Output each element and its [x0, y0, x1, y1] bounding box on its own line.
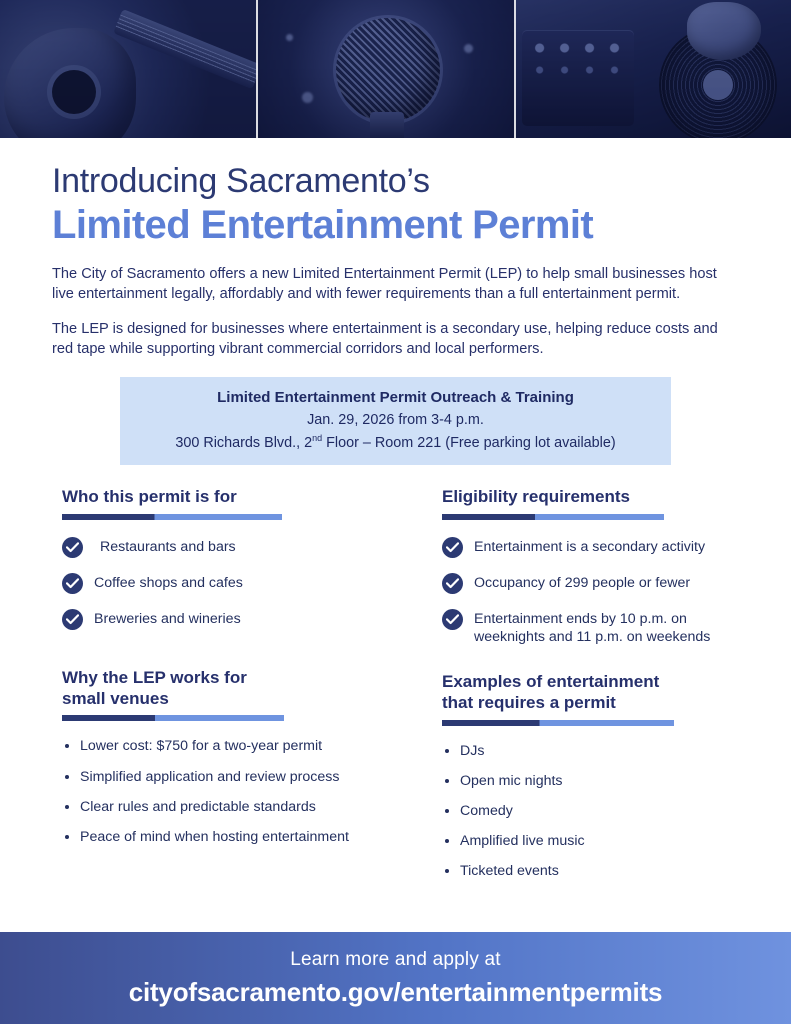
list-item: • Open mic nights — [460, 772, 739, 790]
check-icon — [442, 573, 463, 594]
column-left-top — [52, 487, 442, 896]
column-right-top — [442, 487, 739, 896]
hero-banner — [0, 0, 791, 138]
two-column-section-top — [52, 487, 739, 896]
why-section-rule — [62, 715, 284, 721]
list-item-label: Occupancy of 299 people or fewer — [474, 574, 691, 591]
microphone-photo — [258, 0, 516, 138]
list-item-label: Entertainment is a secondary activity — [474, 538, 706, 555]
list-item: • Clear rules and predictable standards — [80, 798, 442, 816]
event-datetime: Jan. 29, 2026 from 3-4 p.m. — [307, 411, 484, 428]
event-location-pre: 300 Richards Blvd., 2 — [175, 434, 313, 451]
check-icon — [62, 609, 83, 630]
list-item-label: Coffee shops and cafes — [94, 574, 243, 591]
page-title-line1: Introducing Sacramento’s — [52, 162, 430, 200]
list-item: • Lower cost: $750 for a two-year permit — [80, 737, 442, 755]
list-item — [442, 536, 739, 558]
list-item — [62, 608, 442, 630]
who-section-heading: Who this permit is for — [62, 487, 237, 507]
list-item: • DJs — [460, 742, 739, 760]
event-location-ordinal: nd — [312, 432, 323, 443]
examples-section-list — [442, 742, 739, 881]
event-title: Limited Entertainment Permit Outreach & Training — [217, 389, 574, 407]
examples-section-rule — [442, 720, 674, 726]
photo-tint-overlay — [258, 0, 516, 138]
event-location — [130, 433, 661, 453]
list-item — [62, 572, 442, 594]
list-item-label: Breweries and wineries — [94, 610, 241, 627]
footer-cta-text: Learn more and apply at — [290, 948, 501, 970]
intro-paragraph-1: The City of Sacramento offers a new Limited Entertainment Permit (LEP) to help small businesses host live entertainment legally, affordably and with fewer requirements than a full entertainment permit. — [52, 265, 717, 302]
why-section — [62, 668, 442, 846]
list-item: • Comedy — [460, 802, 739, 820]
page-title-line2: Limited Entertainment Permit — [52, 202, 594, 247]
list-item — [62, 536, 442, 558]
list-item: • Simplified application and review process — [80, 768, 442, 786]
intro-paragraph-2: The LEP is designed for businesses where entertainment is a secondary use, helping reduce costs and red tape while supporting vibrant commercial corridors and local performers. — [52, 320, 718, 358]
why-section-list — [62, 737, 442, 846]
eligibility-section-heading: Eligibility requirements — [442, 487, 630, 507]
photo-tint-overlay — [516, 0, 791, 138]
list-item-label: Entertainment ends by 10 p.m. on weeknights and 11 p.m. on weekends — [474, 610, 711, 646]
list-item: • Ticketed events — [460, 862, 739, 880]
why-section-heading-line1: Why the LEP works for — [62, 667, 247, 687]
list-item — [442, 608, 739, 646]
check-icon — [62, 573, 83, 594]
examples-section-heading-line1: Examples of entertainment — [442, 672, 660, 692]
footer-cta-banner — [0, 932, 791, 1024]
check-icon — [442, 537, 463, 558]
list-item: • Amplified live music — [460, 832, 739, 850]
check-icon — [442, 609, 463, 630]
document-body — [0, 164, 791, 897]
list-item-label: Restaurants and bars — [100, 538, 236, 555]
eligibility-section-list — [442, 536, 739, 646]
dj-turntable-photo — [516, 0, 791, 138]
why-section-heading-line2: small venues — [62, 688, 169, 708]
guitar-photo — [0, 0, 258, 138]
examples-section-heading-line2: that requires a permit — [442, 692, 616, 712]
eligibility-section-rule — [442, 514, 664, 520]
event-location-post: Floor – Room 221 (Free parking lot available) — [322, 434, 616, 451]
check-icon — [62, 537, 83, 558]
photo-tint-overlay — [0, 0, 258, 138]
footer-url-link[interactable]: cityofsacramento.gov/entertainmentpermits — [128, 976, 663, 1007]
event-callout-box — [120, 377, 671, 465]
examples-section — [442, 672, 739, 880]
who-section-rule — [62, 514, 282, 520]
list-item: • Peace of mind when hosting entertainment — [80, 828, 442, 846]
who-section-list — [62, 536, 442, 630]
list-item — [442, 572, 739, 594]
